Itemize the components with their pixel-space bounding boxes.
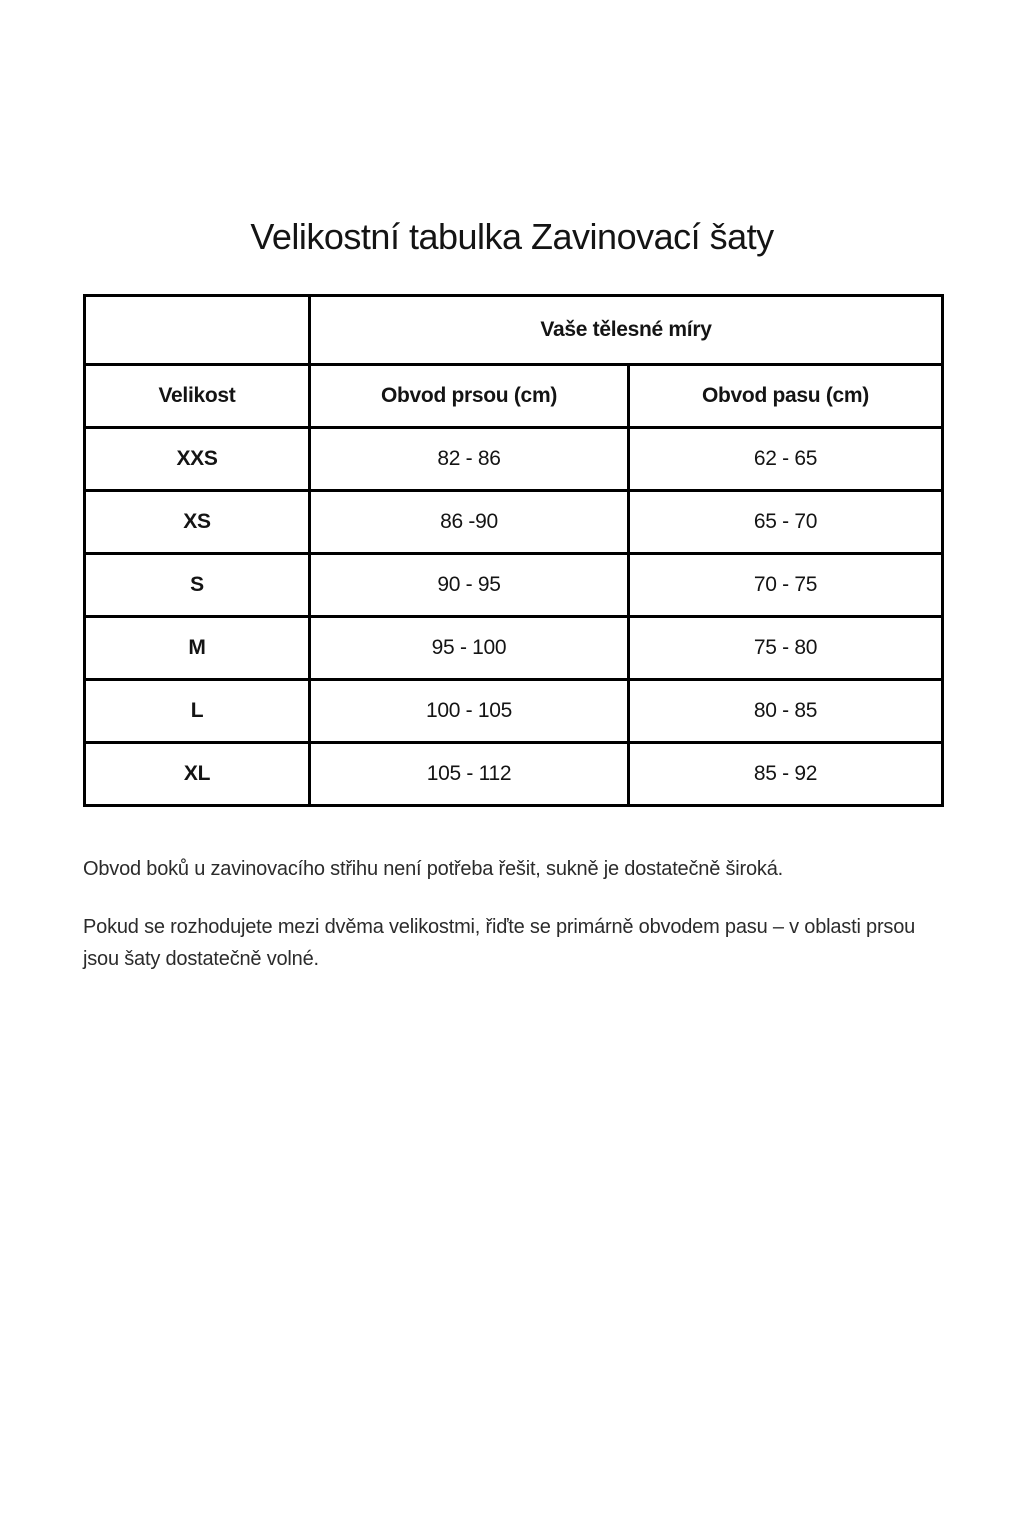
size-chart-page [83, 0, 941, 975]
waist-value: 85 - 92 [629, 743, 943, 806]
note-choice: Pokud se rozhodujete mezi dvěma velikostmi, řiďte se primárně obvodem pasu – v oblasti prsou jsou šaty dostatečně volné. [83, 916, 916, 970]
chest-value: 100 - 105 [310, 680, 629, 743]
page-title: Velikostní tabulka Zavinovací šaty [250, 216, 774, 257]
waist-value: 75 - 80 [629, 617, 943, 680]
empty-corner-cell [85, 296, 310, 365]
chest-value: 82 - 86 [310, 428, 629, 491]
table-group-header-row [85, 296, 943, 365]
size-label: XS [85, 491, 310, 554]
waist-value: 62 - 65 [629, 428, 943, 491]
group-header-body-measurements: Vaše tělesné míry [310, 296, 943, 365]
table-row-s [85, 554, 943, 617]
size-label: L [85, 680, 310, 743]
table-row-m [85, 617, 943, 680]
table-row-xxs [85, 428, 943, 491]
size-label: S [85, 554, 310, 617]
waist-value: 80 - 85 [629, 680, 943, 743]
waist-value: 65 - 70 [629, 491, 943, 554]
column-header-size: Velikost [85, 365, 310, 428]
table-row-xl [85, 743, 943, 806]
table-header-row [85, 365, 943, 428]
table-row-l [85, 680, 943, 743]
notes-section [83, 853, 941, 975]
chest-value: 90 - 95 [310, 554, 629, 617]
size-table [83, 294, 944, 807]
chest-value: 86 -90 [310, 491, 629, 554]
size-label: XXS [85, 428, 310, 491]
column-header-chest: Obvod prsou (cm) [310, 365, 629, 428]
note-hips: Obvod boků u zavinovacího střihu není potřeba řešit, sukně je dostatečně široká. [83, 858, 783, 880]
chest-value: 105 - 112 [310, 743, 629, 806]
table-row-xs [85, 491, 943, 554]
waist-value: 70 - 75 [629, 554, 943, 617]
column-header-waist: Obvod pasu (cm) [629, 365, 943, 428]
size-label: M [85, 617, 310, 680]
chest-value: 95 - 100 [310, 617, 629, 680]
size-label: XL [85, 743, 310, 806]
